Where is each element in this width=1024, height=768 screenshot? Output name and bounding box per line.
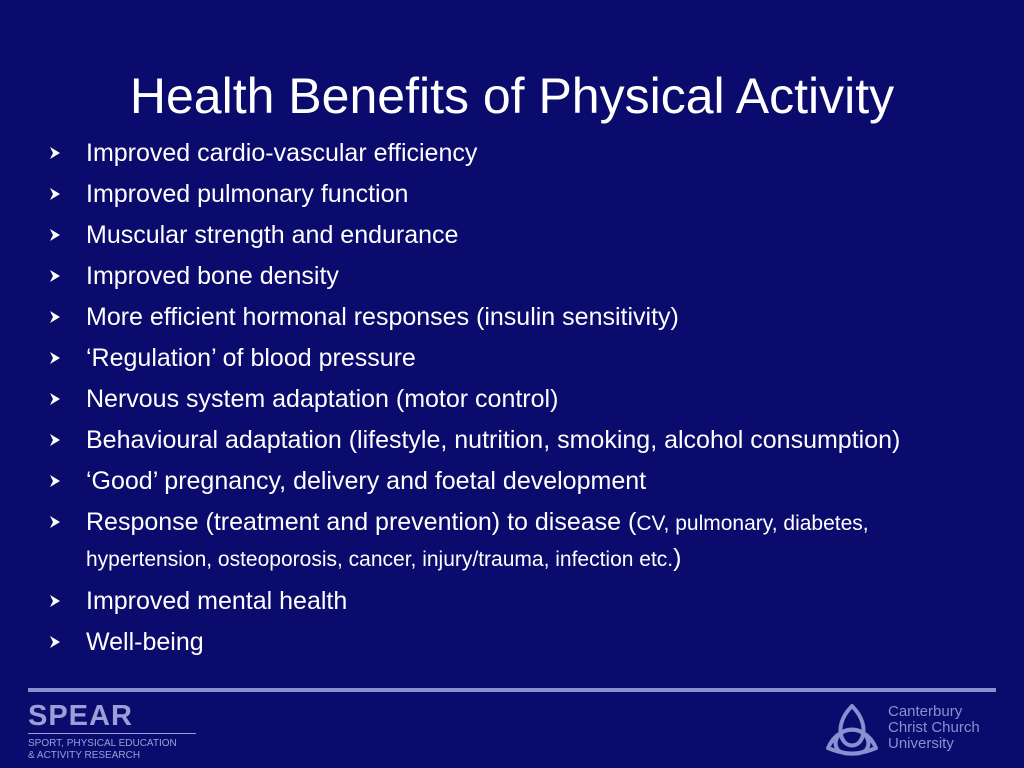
bullet-text-end: ): [673, 544, 682, 572]
bullet-text: Response (treatment and prevention) to disease (: [86, 508, 637, 536]
university-logo: [822, 702, 1012, 762]
spear-subtitle-line1: SPORT, PHYSICAL EDUCATION: [28, 738, 177, 749]
arrow-bullet-icon: [48, 269, 62, 283]
arrow-bullet-icon: [48, 351, 62, 365]
arrow-bullet-icon: [48, 310, 62, 324]
arrow-bullet-icon: [48, 392, 62, 406]
bullet-item: [46, 505, 946, 577]
bullet-item: [46, 177, 946, 211]
slide-title: Health Benefits of Physical Activity: [129, 68, 895, 124]
arrow-bullet-icon: [48, 594, 62, 608]
bullet-item: [46, 464, 946, 498]
bullet-list: [46, 136, 946, 666]
bullet-text: ‘Regulation’ of blood pressure: [86, 344, 416, 372]
university-line2: Christ Church: [888, 719, 980, 736]
university-line1: Canterbury: [888, 703, 963, 720]
university-line3: University: [888, 735, 954, 752]
bullet-text: Improved pulmonary function: [86, 180, 409, 208]
bullet-text: Behavioural adaptation (lifestyle, nutrition, smoking, alcohol consumption): [86, 426, 901, 454]
arrow-bullet-icon: [48, 433, 62, 447]
bullet-text: Improved mental health: [86, 587, 348, 615]
bullet-item: [46, 382, 946, 416]
bullet-item: [46, 300, 946, 334]
spear-subtitle-line2: & ACTIVITY RESEARCH: [28, 750, 141, 761]
bullet-item: [46, 136, 946, 170]
bullet-item: [46, 423, 946, 457]
arrow-bullet-icon: [48, 228, 62, 242]
arrow-bullet-icon: [48, 187, 62, 201]
bullet-text: ‘Good’ pregnancy, delivery and foetal development: [86, 467, 647, 495]
footer-divider: [28, 688, 996, 692]
bullet-text: Nervous system adaptation (motor control): [86, 385, 559, 413]
spear-subtitle: [28, 738, 177, 762]
bullet-text: Muscular strength and endurance: [86, 221, 459, 249]
spear-name: SPEAR: [28, 700, 133, 732]
bullet-text: Improved bone density: [86, 262, 339, 290]
arrow-bullet-icon: [48, 474, 62, 488]
bullet-text: Improved cardio-vascular efficiency: [86, 139, 478, 167]
bullet-item: [46, 584, 946, 618]
arrow-bullet-icon: [48, 635, 62, 649]
canterbury-knot-logo: [822, 702, 882, 756]
bullet-small-text: CV, pulmonary, diabetes, hypertension, osteoporosis, cancer, injury/trauma, infection etc.: [86, 512, 869, 571]
bullet-item: [46, 218, 946, 252]
spear-underline: [28, 733, 196, 734]
bullet-item: [46, 341, 946, 375]
bullet-text: More efficient hormonal responses (insulin sensitivity): [86, 303, 679, 331]
university-name: [888, 704, 980, 752]
arrow-bullet-icon: [48, 515, 62, 529]
bullet-item: [46, 259, 946, 293]
arrow-bullet-icon: [48, 146, 62, 160]
spear-logo: [28, 700, 228, 764]
bullet-text: Well-being: [86, 628, 204, 656]
bullet-item: [46, 625, 946, 659]
